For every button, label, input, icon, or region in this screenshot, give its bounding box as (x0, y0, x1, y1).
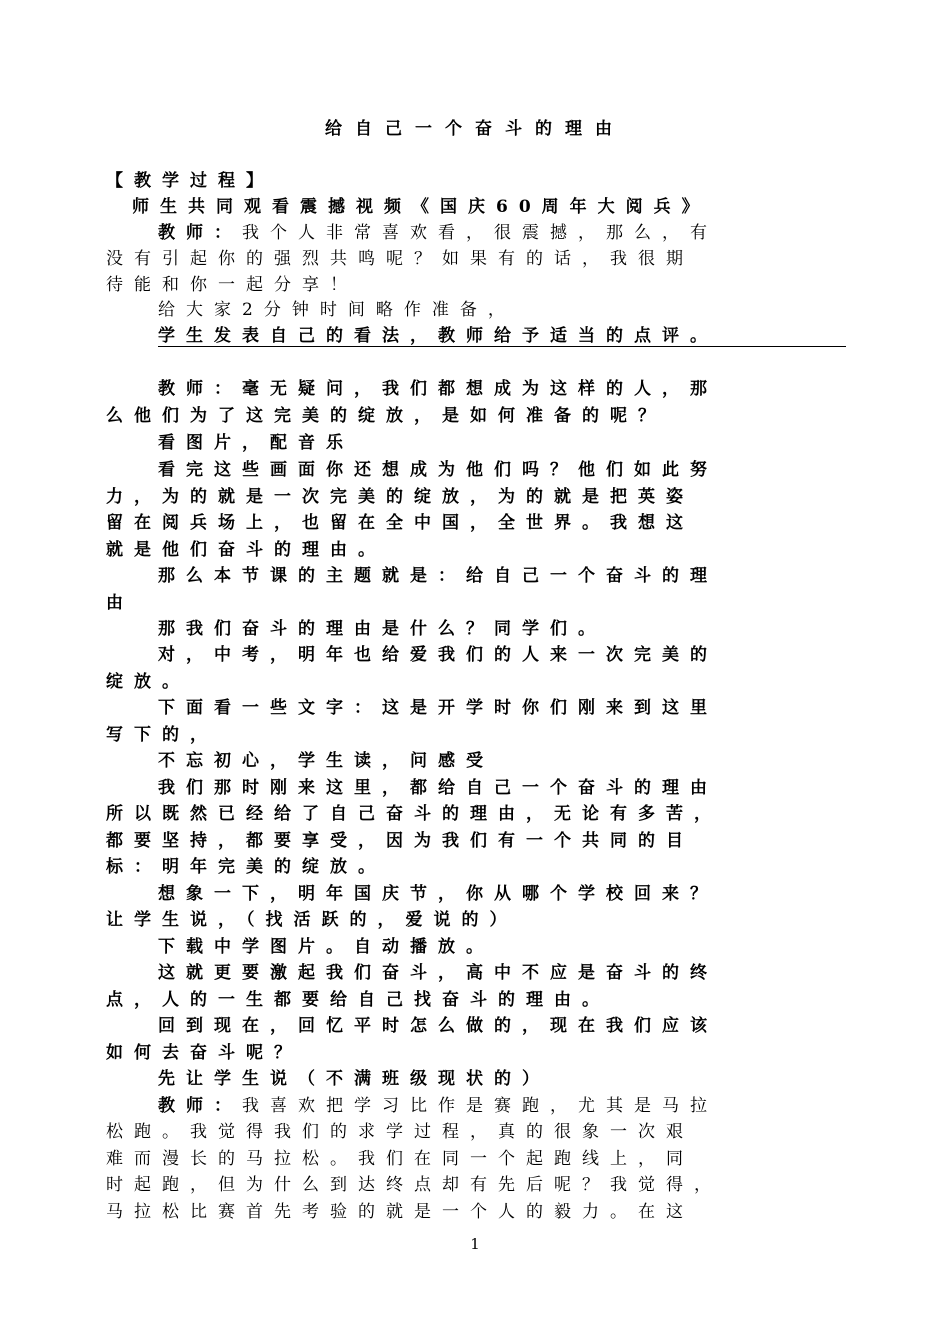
page-number: 1 (470, 1235, 480, 1253)
text-line: 待能和你一起分享！ (106, 275, 358, 295)
text-line: 让学生说，（找活跃的，爱说的） (106, 910, 518, 930)
text-line: 教师：毫无疑问，我们都想成为这样的人，那 (158, 379, 718, 399)
text-line: 看图片，配音乐 (158, 433, 354, 453)
speaker-text: 我个人非常喜欢看，很震撼，那么，有 (242, 223, 718, 243)
text-line: 给大家2分钟时间略作准备， (158, 300, 516, 320)
text-line: 那我们奋斗的理由是什么？同学们。 (158, 619, 606, 639)
text-line: 留在阅兵场上，也留在全中国，全世界。我想这 (106, 513, 694, 533)
text-line (158, 220, 838, 246)
text-line: 先让学生说（不满班级现状的） (158, 1069, 550, 1089)
text-line (158, 1093, 838, 1119)
text-line: 难而漫长的马拉松。我们在同一个起跑线上，同 (106, 1149, 694, 1169)
speaker-text: 我喜欢把学习比作是赛跑，尤其是马拉 (242, 1096, 718, 1116)
text-line: 点，人的一生都要给自己找奋斗的理由。 (106, 990, 610, 1010)
text-line: 【教学过程】 (106, 171, 274, 191)
text-line: 这就更要激起我们奋斗，高中不应是奋斗的终 (158, 963, 718, 983)
text-line: 就是他们奋斗的理由。 (106, 540, 386, 560)
text-line: 如何去奋斗呢？ (106, 1043, 302, 1063)
text-line: 下载中学图片。自动播放。 (158, 937, 494, 957)
text-line: 么他们为了这完美的绽放，是如何准备的呢？ (106, 406, 666, 426)
text-line: 标：明年完美的绽放。 (106, 857, 386, 877)
text-line: 下面看一些文字：这是开学时你们刚来到这里 (158, 698, 718, 718)
text-line: 师生共同观看震撼视频《国庆60周年大阅兵》 (132, 197, 710, 217)
text-line: 回到现在，回忆平时怎么做的，现在我们应该 (158, 1016, 718, 1036)
text-line: 看完这些画面你还想成为他们吗？他们如此努 (158, 460, 718, 480)
text-line: 想象一下，明年国庆节，你从哪个学校回来？ (158, 884, 718, 904)
text-line: 那么本节课的主题就是：给自己一个奋斗的理 (158, 566, 718, 586)
text-line: 由 (106, 593, 134, 613)
text-line: 所以既然已经给了自己奋斗的理由，无论有多苦， (106, 804, 722, 824)
text-line: 对，中考，明年也给爱我们的人来一次完美的 (158, 645, 718, 665)
text-line: 力，为的就是一次完美的绽放，为的就是把英姿 (106, 487, 694, 507)
text-line: 时起跑，但为什么到达终点却有先后呢？我觉得， (106, 1175, 722, 1195)
text-line: 绽放。 (106, 672, 190, 692)
text-line: 写下的， (106, 725, 218, 745)
document-title: 给自己一个奋斗的理由 (325, 119, 625, 139)
text-line: 不忘初心，学生读，问感受 (158, 751, 494, 771)
text-line: 马拉松比赛首先考验的就是一个人的毅力。在这 (106, 1202, 694, 1222)
speaker-label: 教师： (158, 1096, 242, 1116)
speaker-label: 教师： (158, 223, 242, 243)
text-line: 松跑。我觉得我们的求学过程，真的很象一次艰 (106, 1122, 694, 1142)
underline-rule (158, 346, 846, 347)
text-line: 学生发表自己的看法，教师给予适当的点评。 (158, 326, 718, 346)
text-line: 我们那时刚来这里，都给自己一个奋斗的理由 (158, 778, 718, 798)
text-line: 没有引起你的强烈共鸣呢？如果有的话，我很期 (106, 249, 694, 269)
text-line: 都要坚持，都要享受，因为我们有一个共同的目 (106, 831, 694, 851)
